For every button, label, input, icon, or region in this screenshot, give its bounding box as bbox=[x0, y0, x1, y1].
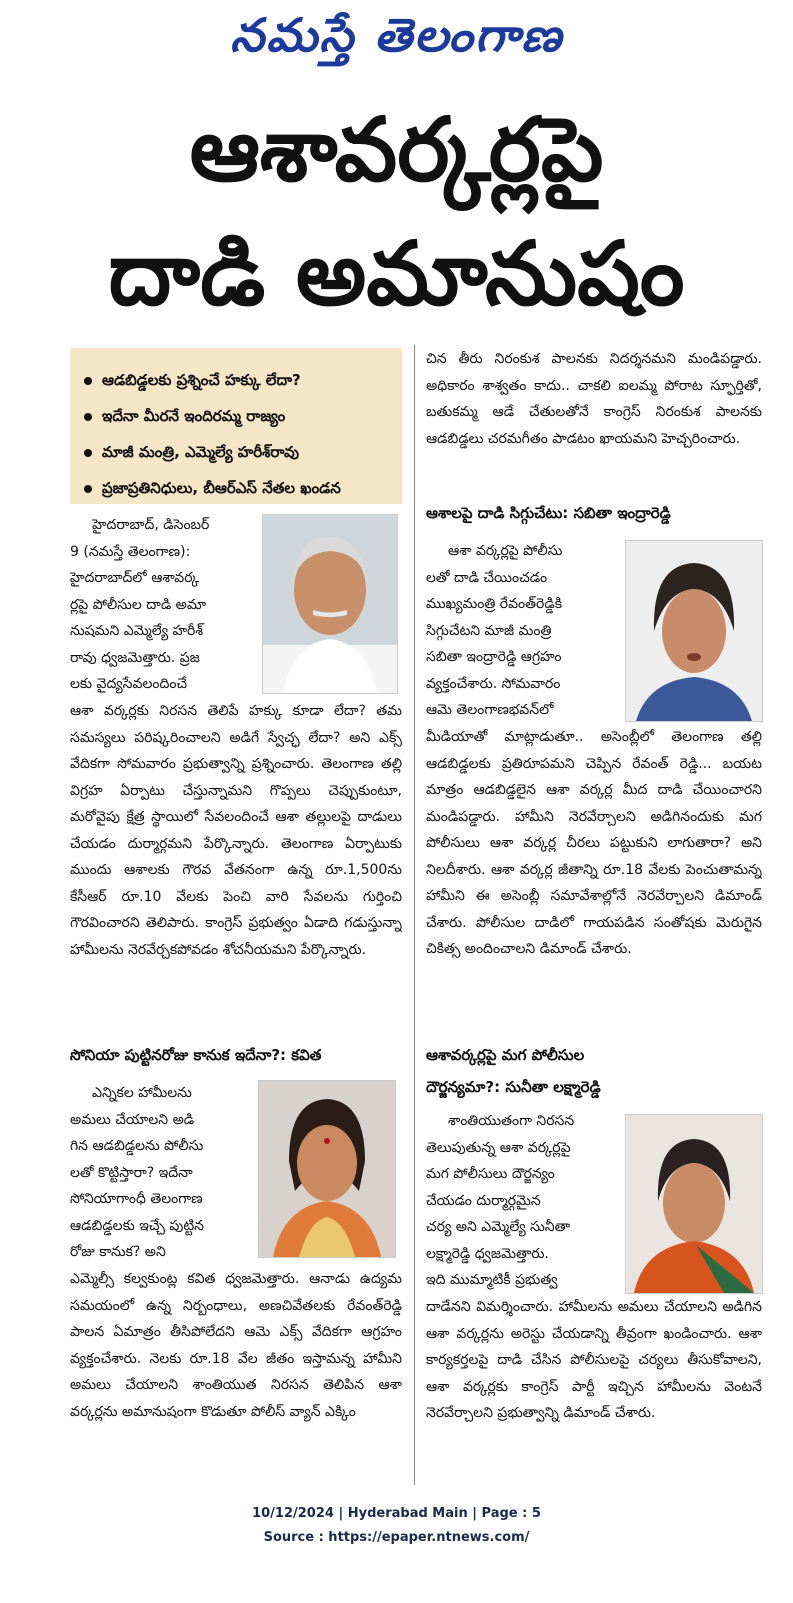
footer-dateline: 10/12/2024 | Hyderabad Main | Page : 5 bbox=[252, 1506, 541, 1521]
bullet-icon bbox=[84, 377, 92, 385]
headline-line-2: దాడి అమానుషం bbox=[108, 222, 685, 325]
sunitha-subhead-line-2: దౌర్జన్యమా?: సునీతా లక్ష్మారెడ్డి bbox=[426, 1078, 601, 1096]
sunitha-lead-lines: శాంతియుతంగా నిరసన తెలుపుతున్న ఆశా వర్కర్లపై మగ పోలీసులు దౌర్జన్యం చేయడం దుర్మార్గమైన చర్య అని ఎమ్మెల్యే సునీతా లక్ష్మారెడ్డి ధ్వజమెత్తారు. ఇది ముమ్మాటికీ ప్రభుత్వ bbox=[426, 1113, 575, 1288]
sunitha-subhead-line-1: ఆశావర్కర్లపై మగ పోలీసుల bbox=[426, 1046, 585, 1064]
headline-line-1: ఆశావర్కర్లపై bbox=[189, 98, 604, 201]
highlight-item: ప్రజాప్రతినిధులు, బీఆర్‌ఎస్ నేతల ఖండన bbox=[84, 470, 402, 506]
sabitha-lead-lines: ఆశా వర్కర్లపై పోలీసు లతో దాడి చేయించడం ముఖ్యమంత్రి రేవంత్‌రెడ్డికి సిగ్గుచేటని మాజీ మంత్రి సబితా ఇంద్రారెడ్డి ఆగ్రహం వ్యక్తంచేశారు. సోమవారం ఆమె తెలంగాణభవన్‌లో bbox=[426, 543, 563, 718]
sabitha-subhead: ఆశాలపై దాడి సిగ్గుచేటు: సబితా ఇంద్రారెడ్డి bbox=[426, 504, 671, 522]
sabitha-article-body: మీడియాతో మాట్లాడుతూ.. అసెంబ్లీలో తెలంగాణ తల్లి ఆడబిడ్డలకు ప్రతిరూపమని చెప్పిన రేవంత్ రెడ్డి... బయట మాత్రం ఆడబిడ్డలైన ఆశా వర్కర్ల మీద దాడి చేయించారని మండిపడ్డారు. హామీని నెరవేర్చాలని అడిగినందుకు మగ పోలీసులు ఆశా వర్కర్ల చీరలు పట్టుకుని లాగుతారా? అని నిలదీశారు. ఆశా వర్కర్ల జీతాన్ని రూ.18 వేలకు పెంచుతామన్న హామీని ఈ అసెంబ్లీ సమావేశాల్లోనే నెరవేర్చాలని డిమాండ్ చేశారు. పోలీసుల దాడిలో గాయపడిన సంతోషకు మెరుగైన చికిత్స అందించాలని డిమాండ్ చేశారు. bbox=[426, 729, 762, 957]
kavitha-article-body: ఎమ్మెల్సీ కల్వకుంట్ల కవిత ధ్వజమెత్తారు. ఆనాడు ఉద్యమ సమయంలో ఉన్న నిర్బంధాలు, అణచివేతలకు రేవంత్‌రెడ్డి పాలన ఏమాత్రం తీసిపోలేదని ఆమె ఎక్స్ వేదికగా ఆగ్రహం వ్యక్తంచేశారు. నెలకు రూ.18 వేల జీతం ఇస్తామన్న హామీని అమలు చేయాలని శాంతియుత నిరసన తెలిపిన ఆశా వర్కర్లను అమానుషంగా కొడుతూ పోలీస్ వ్యాన్ ఎక్కిం bbox=[70, 1271, 402, 1420]
right-continuation-body: చిన తీరు నిరంకుశ పాలనకు నిదర్శనమని మండిపడ్డారు. అధికారం శాశ్వతం కాదు.. చాకలి ఐలమ్మ పోరాట స్ఫూర్తితో, బతుకమ్మ ఆడే చేతులతోనే కాంగ్రెస్ నిరంకుశ పాలనకు ఆడబిడ్డలు చరమగీతం పాడటం ఖాయమని హెచ్చరించారు. bbox=[426, 351, 762, 447]
bullet-icon bbox=[84, 485, 92, 493]
masthead bbox=[0, 0, 793, 80]
harish-rao-photo bbox=[262, 514, 398, 694]
footer-source: Source : https://epaper.ntnews.com/ bbox=[263, 1530, 530, 1545]
harish-lead-lines: హైదరాబాద్, డిసెంబర్ 9 (నమస్తే తెలంగాణ): హైదరాబాద్‌లో ఆశావర్క ర్లపై పోలీసుల దాడి అమా నుషమని ఎమ్మెల్యే హరీశ్ రావు ధ్వజమెత్తారు. ప్రజ లకు వైద్యసేవలందించే bbox=[70, 517, 210, 692]
highlight-item: మాజీ మంత్రి, ఎమ్మెల్యే హరీశ్‌రావు bbox=[84, 434, 402, 470]
highlight-box bbox=[70, 348, 402, 504]
kavitha-subhead: సోనియా పుట్టినరోజు కానుక ఇదేనా?: కవిత bbox=[70, 1046, 322, 1064]
column-divider bbox=[414, 345, 415, 1485]
masthead-title: నమస్తే తెలంగాణ bbox=[229, 8, 564, 62]
sabitha-photo bbox=[625, 540, 763, 722]
highlight-item: ఇదేనా మీరనే ఇందిరమ్మ రాజ్యం bbox=[84, 398, 402, 434]
highlight-item: ఆడబిడ్డలకు ప్రశ్నించే హక్కు లేదా? bbox=[84, 362, 402, 398]
sunitha-article-body: దాడేనని విమర్శించారు. హామీలను అమలు చేయాలని అడిగిన ఆశా వర్కర్లను అరెస్టు చేయడాన్ని తీవ్రంగా ఖండించారు. ఆశా కార్యకర్తలపై దాడి చేసిన పోలీసులపై చర్యలు తీసుకోవాలని, ఆశా వర్కర్లకు కాంగ్రెస్ పార్టీ ఇచ్చిన హామీలను వెంటనే నెరవేర్చాలని ప్రభుత్వాన్ని డిమాండ్ చేశారు. bbox=[426, 1299, 762, 1421]
bullet-icon bbox=[84, 449, 92, 457]
bullet-icon bbox=[84, 413, 92, 421]
sunitha-photo bbox=[625, 1114, 763, 1294]
kavitha-lead-lines: ఎన్నికల హామీలను అమలు చేయాలని అడి గిన ఆడబిడ్డలను పోలీసు లతో కొట్టిస్తారా? ఇదేనా సోనియాగాంధీ తెలంగాణ ఆడబిడ్డలకు ఇచ్చే పుట్టిన రోజు కానుక? అని bbox=[70, 1085, 204, 1260]
kavitha-photo bbox=[258, 1080, 396, 1258]
harish-article-body: ఆశా వర్కర్లకు నిరసన తెలిపే హక్కు కూడా లేదా? తమ సమస్యలు పరిష్కరించాలని అడిగే స్వేచ్ఛ లేదా? అని ఎక్స్ వేదికగా సోమవారం ప్రభుత్వాన్ని ప్రశ్నించారు. తెలంగాణ తల్లి విగ్రహ ఏర్పాటు చేస్తున్నామని గొప్పలు చెప్పుకుంటూ, మరోవైపు క్షేత్ర స్థాయిలో సేవలందించే ఆశా తల్లులపై దాడులు చేయడం దుర్మార్గమని పేర్కొన్నారు. తెలంగాణ ఏర్పాటుకు ముందు ఆశాలకు గౌరవ వేతనంగా ఉన్న రూ.1,500ను కేసీఆర్ రూ.10 వేలకు పెంచి వారి సేవలను గుర్తించి గౌరవించారని తెలిపారు. కాంగ్రెస్ ప్రభుత్వం ఏడాది గడుస్తున్నా హామీలను నెరవేర్చకపోవడం శోచనీయమని పేర్కొన్నారు. bbox=[70, 703, 402, 958]
